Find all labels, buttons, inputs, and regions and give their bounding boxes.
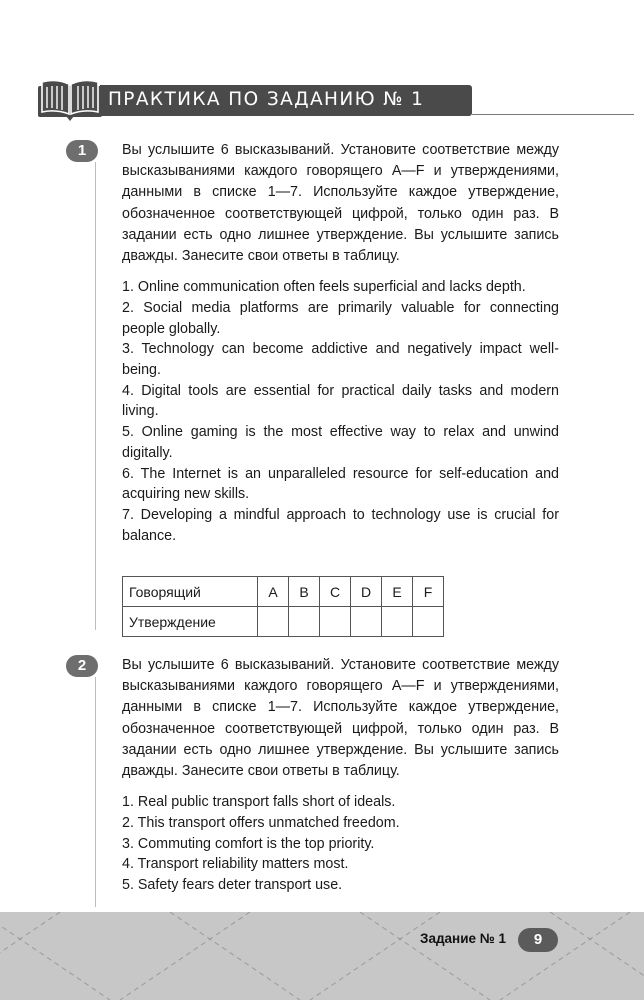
answer-cell[interactable] (382, 607, 413, 637)
task-1 (122, 140, 559, 637)
task-instruction: Вы услышите 6 высказываний. Установите соответствие между высказываниями каждого говорящего A—F и утверждениями, данными в списке 1—7. Используйте каждое утверждение, обозначенное соответствующей цифрой, только один раз. В задании есть одно лишнее утверждение. Вы услышите запись дважды. Занесите свои ответы в таблицу. (122, 657, 559, 780)
task-divider (95, 677, 96, 907)
statement-item: 6. The Internet is an unparalleled resource for self-education and acquiring new skills. (122, 465, 559, 503)
statement-label: Утверждение (123, 607, 258, 637)
task-instruction: Вы услышите 6 высказываний. Установите соответствие между высказываниями каждого говорящего A—F и утверждениями, данными в списке 1—7. Используйте каждое утверждение, обозначенное соответствующей цифрой, только один раз. В задании есть одно лишнее утверждение. Вы услышите запись дважды. Занесите свои ответы в таблицу. (122, 142, 559, 265)
footer-task-label: Задание № 1 (420, 931, 507, 946)
answer-cell[interactable] (351, 607, 382, 637)
answer-cell[interactable] (289, 607, 320, 637)
answer-row (123, 607, 444, 637)
statement-item: 2. Social media platforms are primarily valuable for connecting people globally. (122, 299, 559, 337)
footer-pattern (0, 912, 644, 1000)
speaker-cell: A (258, 577, 289, 607)
statement-item: 2. This transport offers unmatched freedom. (122, 814, 400, 831)
page-title: ПРАКТИКА ПО ЗАДАНИЮ № 1 (108, 89, 425, 110)
speaker-row (123, 577, 444, 607)
answer-cell[interactable] (413, 607, 444, 637)
answer-table (122, 576, 444, 637)
statement-item: 3. Commuting comfort is the top priority. (122, 835, 375, 852)
statement-item: 3. Technology can become addictive and negatively impact well-being. (122, 341, 559, 379)
statement-item: 5. Safety fears deter transport use. (122, 877, 343, 894)
statement-list (122, 792, 559, 896)
task-number-badge: 2 (66, 655, 98, 677)
statement-item: 7. Developing a mindful approach to technology use is crucial for balance. (122, 506, 559, 544)
answer-cell[interactable] (258, 607, 289, 637)
speaker-cell: D (351, 577, 382, 607)
speaker-cell: C (320, 577, 351, 607)
task-2 (122, 655, 559, 896)
section-header (36, 76, 596, 122)
statement-list (122, 277, 559, 546)
speaker-label: Говорящий (123, 577, 258, 607)
speaker-cell: B (289, 577, 320, 607)
task-number-badge: 1 (66, 140, 98, 162)
statement-item: 5. Online gaming is the most effective way to relax and unwind digitally. (122, 424, 559, 461)
statement-item: 4. Digital tools are essential for practical daily tasks and modern living. (122, 382, 559, 420)
title-underline (472, 114, 634, 115)
statement-item: 1. Real public transport falls short of ideals. (122, 794, 396, 811)
speaker-cell: F (413, 577, 444, 607)
answer-cell[interactable] (320, 607, 351, 637)
page-footer (0, 912, 644, 1000)
task-divider (95, 162, 96, 630)
open-book-icon (36, 76, 104, 122)
statement-item: 1. Online communication often feels superficial and lacks depth. (122, 279, 526, 296)
speaker-cell: E (382, 577, 413, 607)
page-number: 9 (518, 928, 558, 952)
statement-item: 4. Transport reliability matters most. (122, 856, 349, 873)
